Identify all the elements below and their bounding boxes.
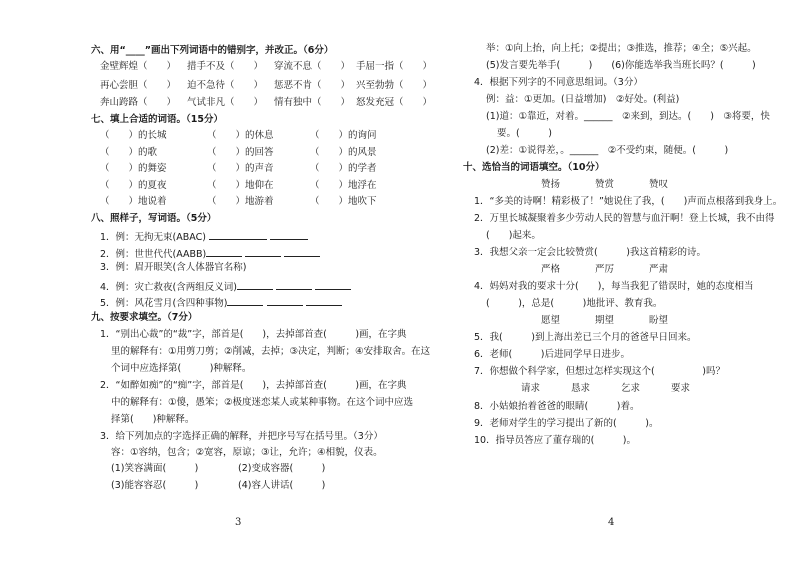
s10-l6: ( )，总是( )地批评、教育我。: [486, 298, 663, 309]
s8-item5: 5．例：风花雪月(含四种事物): [100, 296, 342, 309]
s7-r5-c1: （ ）地说着: [100, 196, 167, 207]
wordbank2-a: 严格: [541, 264, 561, 275]
s7-r2-c1: （ ）的歌: [100, 147, 158, 158]
s9-line4: 2．“如醉如痴”的“痴”字，部首是( )，去掉部首查( )画，在字典: [100, 380, 407, 391]
s10-l2: 2．万里长城凝聚着多少劳动人民的智慧与血汗啊！登上长城，我不由得: [474, 213, 775, 224]
s7-r2-c3: （ ）的风景: [310, 147, 377, 158]
s9-pair2-a: (3)能容容忍( ): [111, 480, 199, 491]
s8-item1: 1．例：无拘无束(ABAC): [100, 230, 308, 243]
wordbank3-a: 愿望: [541, 315, 561, 326]
wordbank1-c: 赞叹: [649, 179, 669, 190]
wordbank3-c: 盼望: [649, 315, 669, 326]
s6-row3-col1: 奔山跨路（ ）: [100, 97, 177, 108]
s7-r3-c2: （ ）的声音: [207, 163, 274, 174]
page-number-left: 3: [235, 517, 242, 528]
s6-row2-col2: 迫不急待（ ）: [187, 80, 264, 91]
s7-r1-c2: （ ）的休息: [207, 130, 274, 141]
s6-row1-col4: 手屈一指（ ）: [356, 61, 433, 72]
s9-line5: 中的解释有：①傻，愚笨；②极度迷恋某人或某种事物。在这个词中应选: [111, 397, 414, 408]
s9-line6: 择第( )种解释。: [111, 414, 195, 425]
wordbank1-b: 赞赏: [595, 179, 615, 190]
s8-item4: 4．例：灾亡救夜(含两组反义词): [100, 280, 351, 293]
s7-r5-c3: （ ）地吹下: [310, 196, 377, 207]
s10-l1: 1．“多美的诗啊！精彩极了！”她说住了我，( )声而点根落到我身上。: [474, 196, 783, 207]
s10-l9: 7．你想做个科学家，但想过怎样实现这个( )吗？: [474, 366, 725, 377]
s10-l12: 10．指导员答应了董存瑞的( )。: [474, 435, 637, 446]
s9-pair2-b: (4)容人讲话( ): [238, 480, 326, 491]
section9-title: 九、按要求填空。（7分）: [91, 312, 198, 323]
s6-row2-col3: 惩恶不肯（ ）: [274, 80, 351, 91]
s7-r4-c1: （ ）的夏夜: [100, 180, 167, 191]
s9-line8: 容：①容纳，包含；②宽容，原谅；③让，允许；④相貌，仪表。: [111, 447, 383, 458]
wordbank4-a: 请求: [521, 383, 541, 394]
wordbank2-b: 严厉: [595, 264, 615, 275]
s9-line7: 3．给下列加点的字选择正确的解释，并把序号写在括号里。（3分）: [100, 431, 383, 442]
s7-r3-c1: （ ）的舞姿: [100, 163, 167, 174]
s7-r2-c2: （ ）的回答: [207, 147, 274, 158]
s7-r1-c1: （ ）的长城: [100, 130, 167, 141]
page-number-right: 4: [608, 517, 615, 528]
s8-item3: 3．例：眉开眼笑(含人体器官名称): [100, 262, 247, 273]
s7-r4-c3: （ ）地浮在: [310, 180, 377, 191]
s7-r5-c2: （ ）地游着: [207, 196, 274, 207]
s10-l4: 3．我想父亲一定会比较赞赏( )我这首精彩的诗。: [474, 247, 706, 258]
s9-line1: 1．“别出心裁”的“裁”字，部首是( )，去掉部首查( )画，在字典: [100, 329, 407, 340]
s6-row2-col4: 兴至勃勃（ ）: [356, 80, 433, 91]
wordbank3-b: 期望: [595, 315, 615, 326]
q4-title: 4．根据下列字的不同意思组词。（3分）: [474, 77, 643, 88]
s7-r1-c3: （ ）的询问: [310, 130, 377, 141]
s10-l5: 4．妈妈对我的要求十分( )，每当我犯了错误时，她的态度相当: [474, 281, 754, 292]
wordbank4-b: 恳求: [571, 383, 591, 394]
s7-r3-c3: （ ）的学者: [310, 163, 377, 174]
q4-example: 例：益：①更加。(日益增加) ②好处。(利益): [486, 94, 680, 105]
q4-line2: 要。( ): [497, 128, 552, 139]
section6-title: 六、用“____”画出下列词语中的错别字，并改正。（6分）: [91, 45, 334, 56]
s9-line3: 个词中应选择第( )种解释。: [111, 363, 252, 374]
q4-line3: (2)差：①说得差，。______ ②不受约束，随便。( ): [486, 145, 729, 156]
s6-row3-col4: 怒发充冠（ ）: [356, 97, 433, 108]
section7-title: 七、填上合适的词语。（15分）: [91, 114, 223, 125]
s9-pair1-a: (1)笑容满面( ): [111, 463, 199, 474]
s8-item2: 2．例：世世代代(AABB): [100, 247, 320, 260]
q4-line1: (1)道：①靠近，对着。______ ②来到，到达。( ) ③将要，快: [486, 111, 770, 122]
section10-title: 十、选恰当的词语填空。（10分）: [463, 162, 605, 173]
s6-row3-col3: 情有独中（ ）: [274, 97, 351, 108]
s10-l7: 5．我( )到上海出差已三个月的爸爸早日回来。: [474, 332, 697, 343]
wordbank2-c: 严肃: [649, 264, 669, 275]
s7-r4-c2: （ ）地仰在: [207, 180, 274, 191]
ju-definitions: 举：①向上抬，向上托；②提出；③推选，推荐；④全；⑤兴起。: [486, 43, 757, 54]
s6-row2-col1: 再心尝胆（ ）: [100, 80, 177, 91]
section8-title: 八、照样子，写词语。（5分）: [91, 213, 217, 224]
s10-l3: ( )起来。: [486, 230, 541, 241]
right-page: [397, 0, 794, 562]
s6-row1-col1: 金壁辉煌（ ）: [100, 61, 177, 72]
s10-l10: 8．小姑娘抬着爸爸的眼睛( )着。: [474, 401, 640, 412]
s9-pair1-b: (2)变成容器( ): [238, 463, 326, 474]
s6-row1-col2: 措手不及（ ）: [187, 61, 264, 72]
ju-items: (5)发言要先举手( ) (6)你能选举我当班长吗？( ): [486, 60, 756, 71]
s9-line2: 里的解释有：①用剪刀剪；②削减，去掉；③决定，判断；④安排取舍。在这: [111, 346, 431, 357]
s6-row1-col3: 穿流不息（ ）: [274, 61, 351, 72]
wordbank1-a: 赞扬: [541, 179, 561, 190]
wordbank4-d: 要求: [671, 383, 691, 394]
wordbank4-c: 乞求: [621, 383, 641, 394]
s6-row3-col2: 气试非凡（ ）: [187, 97, 264, 108]
s10-l8: 6．老师( )后进同学早日进步。: [474, 349, 630, 360]
s10-l11: 9．老师对学生的学习提出了新的( )。: [474, 418, 659, 429]
